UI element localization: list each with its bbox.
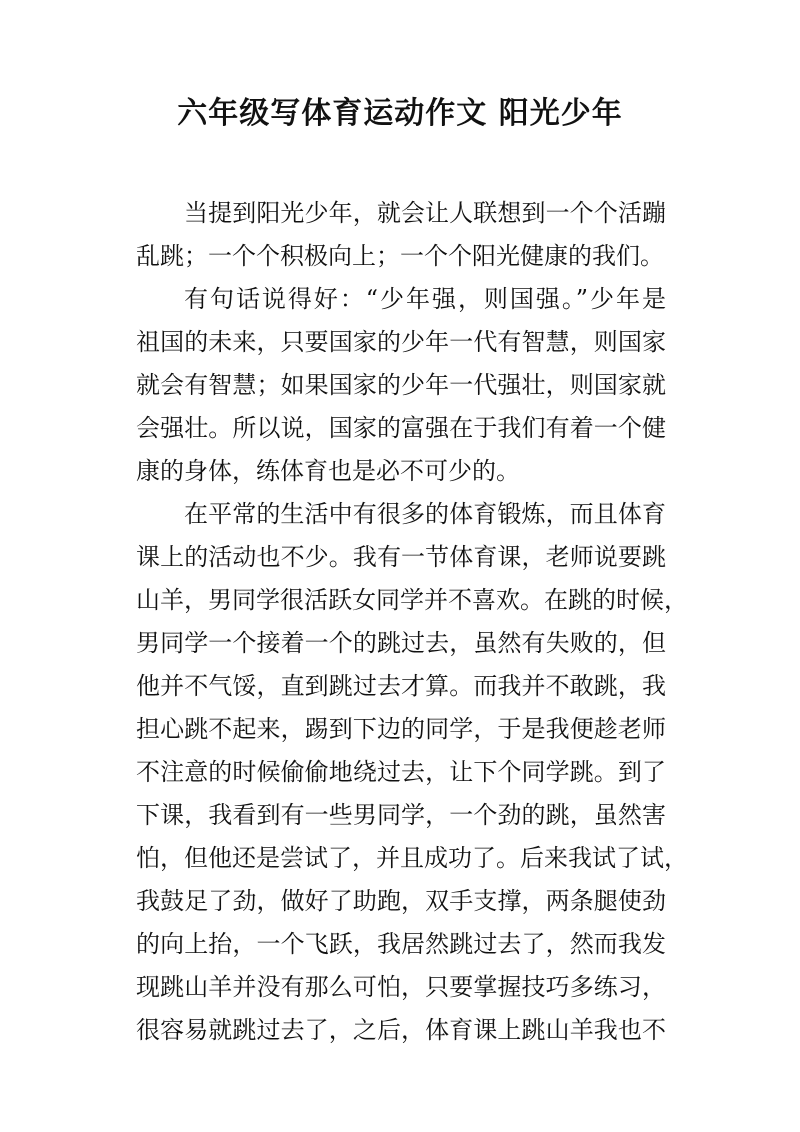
paragraph-3-line-2: 课上的活动也不少。我有一节体育课，老师说要跳 (136, 543, 666, 571)
paragraph-3-line-12: 现跳山羊并没有那么可怕，只要掌握技巧多练习， (136, 973, 666, 1001)
paragraph-3-line-9: 怕，但他还是尝试了，并且成功了。后来我试了试， (136, 844, 688, 872)
paragraph-3-line-8: 下课，我看到有一些男同学，一个劲的跳，虽然害 (136, 801, 666, 829)
paragraph-3-line-10: 我鼓足了劲，做好了助跑，双手支撑，两条腿使劲 (136, 887, 666, 915)
paragraph-1-line-2: 乱跳；一个个积极向上；一个个阳光健康的我们。 (136, 242, 664, 270)
paragraph-3-line-6: 担心跳不起来，踢到下边的同学，于是我便趁老师 (136, 715, 666, 743)
paragraph-3-line-11: 的向上抬，一个飞跃，我居然跳过去了，然而我发 (136, 930, 666, 958)
paragraph-3-line-1: 在平常的生活中有很多的体育锻炼，而且体育 (184, 500, 666, 528)
paragraph-3-line-4: 男同学一个接着一个的跳过去，虽然有失败的，但 (136, 629, 666, 657)
paragraph-3-line-3: 山羊，男同学很活跃女同学并不喜欢。在跳的时候， (136, 586, 688, 614)
paragraph-2-line-4: 会强壮。所以说，国家的富强在于我们有着一个健 (136, 414, 666, 442)
paragraph-2-line-3: 就会有智慧；如果国家的少年一代强壮，则国家就 (136, 371, 666, 399)
document-title: 六年级写体育运动作文 阳光少年 (177, 96, 623, 131)
document-body (136, 192, 688, 1052)
paragraph-2-line-2: 祖国的未来，只要国家的少年一代有智慧，则国家 (136, 328, 666, 356)
paragraph-2-line-1: 有句话说得好：“少年强，则国强。”少年是 (184, 285, 666, 313)
paragraph-2-line-5: 康的身体，练体育也是必不可少的。 (136, 457, 520, 485)
paragraph-3-line-13: 很容易就跳过去了，之后，体育课上跳山羊我也不 (136, 1016, 666, 1044)
paragraph-1-line-1: 当提到阳光少年，就会让人联想到一个个活蹦 (184, 199, 666, 227)
paragraph-3-line-7: 不注意的时候偷偷地绕过去，让下个同学跳。到了 (136, 758, 666, 786)
paragraph-3-line-5: 他并不气馁，直到跳过去才算。而我并不敢跳，我 (136, 672, 666, 700)
